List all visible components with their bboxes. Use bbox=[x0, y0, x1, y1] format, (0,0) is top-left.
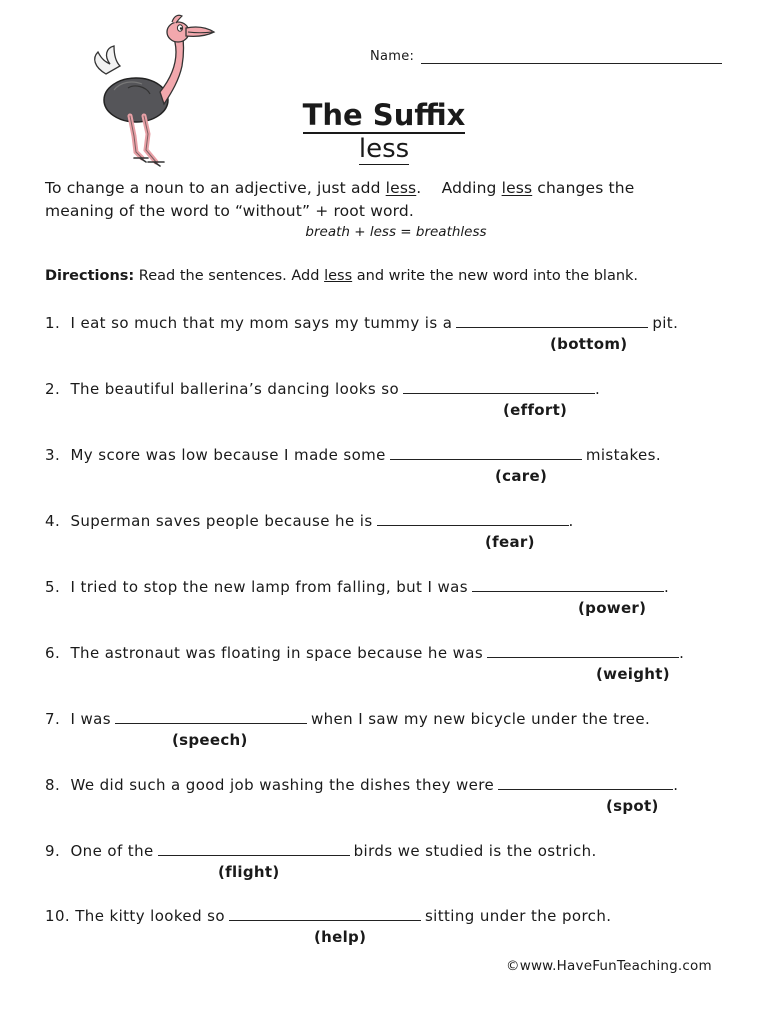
hint-10: (help) bbox=[314, 928, 367, 946]
page-subtitle: less bbox=[358, 134, 410, 164]
directions: Directions: Read the sentences. Add less and write the new word into the blank. bbox=[45, 268, 639, 284]
intro-line-2: meaning of the word to “without” + root word. bbox=[45, 202, 414, 220]
example-formula: breath + less = breathless bbox=[305, 224, 487, 240]
question-9: 9. One of the birds we studied is the ostrich. bbox=[45, 842, 597, 860]
name-field[interactable] bbox=[421, 63, 722, 64]
answer-blank[interactable] bbox=[377, 511, 569, 526]
answer-blank[interactable] bbox=[229, 906, 421, 921]
footer-copyright: ©www.HaveFunTeaching.com bbox=[506, 958, 712, 974]
answer-blank[interactable] bbox=[115, 709, 307, 724]
answer-blank[interactable] bbox=[403, 379, 595, 394]
hint-8: (spot) bbox=[606, 797, 659, 815]
hint-9: (flight) bbox=[218, 863, 280, 881]
question-5: 5. I tried to stop the new lamp from falling, but I was . bbox=[45, 578, 670, 596]
name-label: Name: bbox=[370, 49, 415, 64]
page-title: The Suffix bbox=[302, 98, 466, 132]
hint-1: (bottom) bbox=[550, 335, 628, 353]
question-3: 3. My score was low because I made some mistakes. bbox=[45, 446, 662, 464]
answer-blank[interactable] bbox=[158, 841, 350, 856]
question-7: 7. I was when I saw my new bicycle under the tree. bbox=[45, 710, 651, 728]
answer-blank[interactable] bbox=[390, 445, 582, 460]
question-10: 10. The kitty looked so sitting under the porch. bbox=[45, 907, 612, 925]
hint-4: (fear) bbox=[485, 533, 535, 551]
question-6: 6. The astronaut was floating in space because he was . bbox=[45, 644, 685, 662]
hint-3: (care) bbox=[495, 467, 548, 485]
answer-blank[interactable] bbox=[498, 775, 673, 790]
question-8: 8. We did such a good job washing the dishes they were . bbox=[45, 776, 679, 794]
intro-line-1: To change a noun to an adjective, just add less. Adding less changes the bbox=[45, 179, 635, 197]
question-2: 2. The beautiful ballerina’s dancing looks so . bbox=[45, 380, 601, 398]
answer-blank[interactable] bbox=[487, 643, 679, 658]
hint-5: (power) bbox=[578, 599, 647, 617]
answer-blank[interactable] bbox=[472, 577, 664, 592]
hint-6: (weight) bbox=[596, 665, 670, 683]
hint-7: (speech) bbox=[172, 731, 248, 749]
question-1: 1. I eat so much that my mom says my tummy is a pit. bbox=[45, 314, 679, 332]
answer-blank[interactable] bbox=[456, 313, 648, 328]
hint-2: (effort) bbox=[503, 401, 568, 419]
question-4: 4. Superman saves people because he is . bbox=[45, 512, 574, 530]
